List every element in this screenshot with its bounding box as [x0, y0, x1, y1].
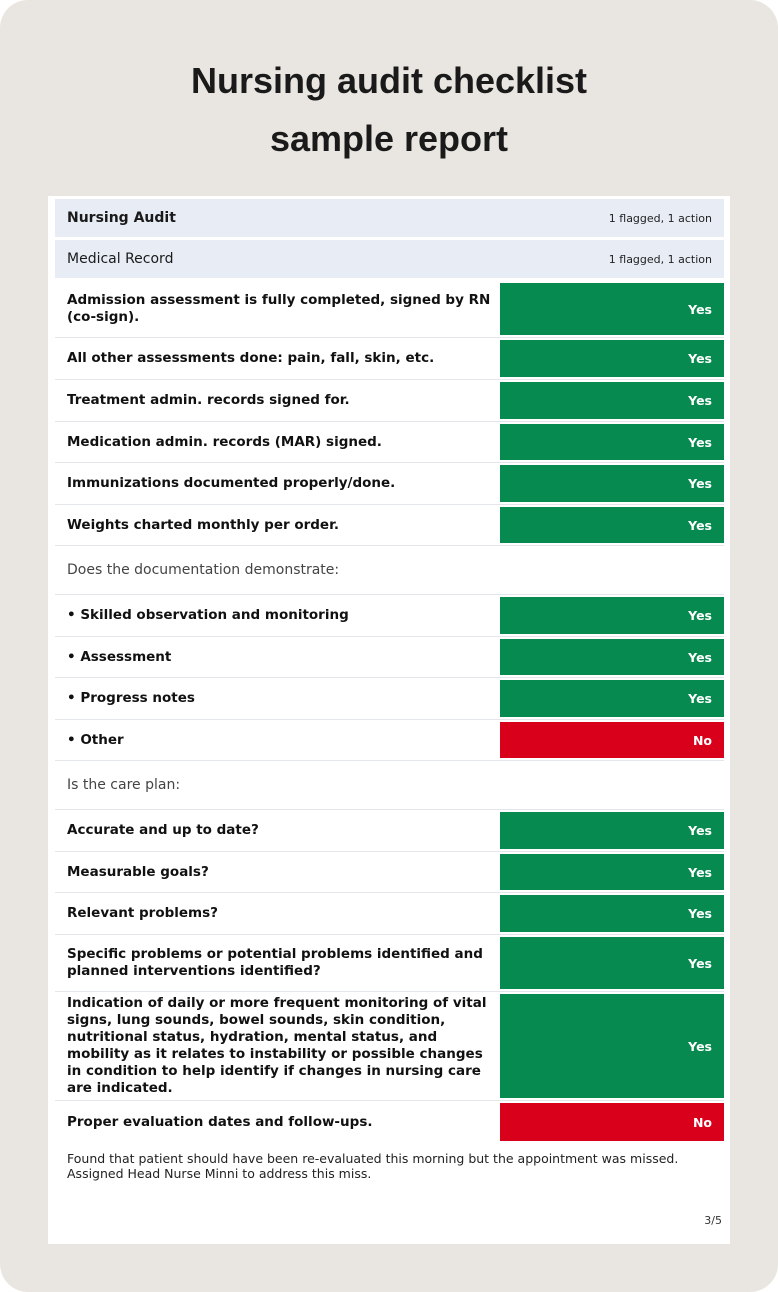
- title-line-2: sample report: [269, 118, 509, 159]
- answer-badge-yes[interactable]: Yes: [500, 424, 724, 460]
- question-text: Relevant problems?: [67, 905, 218, 921]
- answer-badge-no[interactable]: No: [500, 1103, 724, 1141]
- question-text: Indication of daily or more frequent monitoring of vital signs, lung sounds, bowel sounds, skin condition, nutritional status, hydration, mental status, and mobility as it relates to instability or possible changes in condition to help identify if changes in nursing care are indicated.: [67, 995, 487, 1096]
- answer-badge-yes[interactable]: Yes: [500, 680, 724, 717]
- page-number: 3/5: [704, 1214, 722, 1227]
- question-text: All other assessments done: pain, fall, skin, etc.: [67, 350, 435, 366]
- audit-header: [55, 199, 724, 237]
- answer-badge-yes[interactable]: Yes: [500, 895, 724, 932]
- answer-badge-yes[interactable]: Yes: [500, 597, 724, 634]
- question-text: Admission assessment is fully completed, signed by RN (co-sign).: [67, 292, 491, 325]
- answer-badge-yes[interactable]: Yes: [500, 812, 724, 849]
- checklist-row: [55, 422, 724, 463]
- answer-badge-yes[interactable]: Yes: [500, 854, 724, 890]
- checklist-row: [55, 893, 724, 935]
- checklist-row: [55, 810, 724, 852]
- section-header-medical-record: [55, 240, 724, 278]
- answer-badge-yes[interactable]: Yes: [500, 937, 724, 989]
- checklist-row: [55, 505, 724, 546]
- answer-badge-yes[interactable]: Yes: [500, 382, 724, 419]
- question-text: • Skilled observation and monitoring: [67, 607, 349, 623]
- question-text: • Other: [67, 731, 124, 748]
- answer-badge-yes[interactable]: Yes: [500, 639, 724, 675]
- checklist-row: [55, 380, 724, 422]
- checklist-row: [55, 935, 724, 992]
- checklist-row: [55, 1101, 724, 1143]
- page-title: [0, 52, 778, 168]
- question-text: Measurable goals?: [67, 863, 209, 880]
- question-text: Accurate and up to date?: [67, 822, 259, 838]
- question-text: Weights charted monthly per order.: [67, 516, 339, 533]
- section-label-care-plan: Is the care plan:: [55, 761, 724, 810]
- answer-badge-yes[interactable]: Yes: [500, 283, 724, 335]
- checklist-row: [55, 595, 724, 637]
- question-text: Treatment admin. records signed for.: [67, 392, 350, 408]
- answer-badge-yes[interactable]: Yes: [500, 465, 724, 502]
- question-text: Immunizations documented properly/done.: [67, 475, 396, 491]
- question-text: • Progress notes: [67, 690, 195, 706]
- checklist-row: [55, 992, 724, 1101]
- question-text: Proper evaluation dates and follow-ups.: [67, 1113, 373, 1130]
- checklist-row: [55, 338, 724, 380]
- checklist-row: [55, 852, 724, 893]
- checklist-row: [55, 281, 724, 338]
- checklist-row: [55, 637, 724, 678]
- audit-title: Nursing Audit: [67, 210, 176, 226]
- checklist-row: [55, 720, 724, 761]
- section-title: Medical Record: [67, 251, 174, 267]
- section-summary: 1 flagged, 1 action: [608, 252, 712, 266]
- answer-badge-yes[interactable]: Yes: [500, 340, 724, 377]
- section-label-documentation: Does the documentation demonstrate:: [55, 546, 724, 595]
- question-text: • Assessment: [67, 648, 172, 665]
- question-text: Specific problems or potential problems identified and planned interventions identified?: [67, 946, 483, 979]
- action-note: Found that patient should have been re-evaluated this morning but the appointment was missed. Assigned Head Nurse Minni to address this miss.: [67, 1151, 679, 1181]
- answer-badge-yes[interactable]: Yes: [500, 507, 724, 543]
- answer-badge-yes[interactable]: Yes: [500, 994, 724, 1098]
- checklist-row: [55, 463, 724, 505]
- audit-summary: 1 flagged, 1 action: [608, 211, 712, 225]
- answer-badge-no[interactable]: No: [500, 722, 724, 758]
- checklist-row: [55, 678, 724, 720]
- question-text: Medication admin. records (MAR) signed.: [67, 433, 382, 450]
- title-line-1: Nursing audit checklist: [190, 60, 588, 101]
- report-sheet: [48, 196, 730, 1244]
